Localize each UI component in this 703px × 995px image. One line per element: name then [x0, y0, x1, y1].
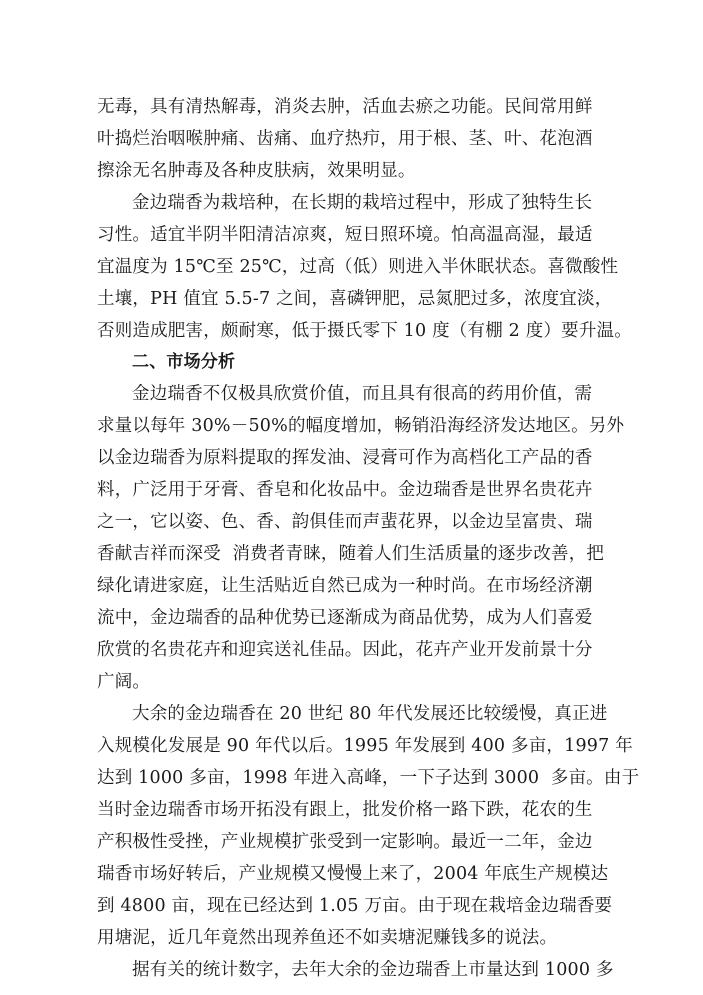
paragraph-2-line-5: 否则造成肥害，颇耐寒，低于摄氏零下 10 度（有棚 2 度）要升温。: [97, 321, 632, 341]
paragraph-4-line-5: 产积极性受挫，产业规模扩张受到一定影响。最近一二年，金边: [97, 832, 593, 852]
paragraph-1-line-3: 擦涂无名肿毒及各种皮肤病，效果明显。: [97, 161, 416, 181]
paragraph-3-line-10: 广阔。: [97, 672, 151, 692]
paragraph-3-line-7: 绿化请进家庭，让生活贴近自然已成为一种时尚。在市场经济潮: [97, 576, 593, 596]
paragraph-4-line-8: 用塘泥，近几年竟然出现养鱼还不如卖塘泥赚钱多的说法。: [97, 928, 558, 948]
paragraph-3-line-6: 香献吉祥而深受 消费者青睐，随着人们生活质量的逐步改善，把: [97, 544, 605, 564]
paragraph-2-line-2: 习性。适宜半阴半阳清洁凉爽，短日照环境。怕高温高湿，最适: [97, 225, 593, 245]
paragraph-3-line-8: 流中，金边瑞香的品种优势已逐渐成为商品优势，成为人们喜爱: [97, 608, 593, 628]
paragraph-4-line-6: 瑞香市场好转后，产业规模又慢慢上来了，2004 年底生产规模达: [97, 864, 609, 884]
paragraph-3-line-5: 之一，它以姿、色、香、韵俱佳而声蜚花界，以金边呈富贵、瑞: [97, 512, 593, 532]
paragraph-2-line-3: 宜温度为 15℃至 25℃，过高（低）则进入半休眠状态。喜微酸性: [97, 257, 619, 277]
paragraph-3-line-1: 金边瑞香不仅极具欣赏价值，而且具有很高的药用价值，需: [132, 384, 593, 404]
paragraph-3-line-3: 以金边瑞香为原料提取的挥发油、浸膏可作为高档化工产品的香: [97, 448, 593, 468]
paragraph-3-line-4: 料，广泛用于牙膏、香皂和化妆品中。金边瑞香是世界名贵花卉: [97, 480, 593, 500]
paragraph-4-line-3: 达到 1000 多亩，1998 年进入高峰，一下子达到 3000 多亩。由于: [97, 768, 640, 788]
paragraph-4-line-7: 到 4800 亩，现在已经达到 1.05 万亩。由于现在栽培金边瑞香要: [97, 896, 613, 916]
paragraph-5-line-1: 据有关的统计数字，去年大余的金边瑞香上市量达到 1000 多: [132, 960, 614, 980]
paragraph-1-line-2: 叶捣烂治咽喉肿痛、齿痛、血疗热疖，用于根、茎、叶、花泡酒: [97, 129, 593, 149]
paragraph-4-line-2: 入规模化发展是 90 年代以后。1995 年发展到 400 多亩，1997 年: [97, 736, 633, 756]
paragraph-4-line-1: 大余的金边瑞香在 20 世纪 80 年代发展还比较缓慢，真正进: [132, 704, 608, 724]
paragraph-2-line-1: 金边瑞香为栽培种，在长期的栽培过程中，形成了独特生长: [132, 193, 593, 213]
paragraph-2-line-4: 土壤，PH 值宜 5.5-7 之间，喜磷钾肥，忌氮肥过多，浓度宜淡，: [97, 289, 613, 309]
paragraph-1-line-1: 无毒，具有清热解毒，消炎去肿，活血去瘀之功能。民间常用鲜: [97, 97, 593, 117]
section-heading: 二、市场分析: [132, 352, 236, 372]
paragraph-3-line-2: 求量以每年 30%－50%的幅度增加，畅销沿海经济发达地区。另外: [97, 416, 625, 436]
paragraph-3-line-9: 欣赏的名贵花卉和迎宾送礼佳品。因此，花卉产业开发前景十分: [97, 640, 593, 660]
paragraph-4-line-4: 当时金边瑞香市场开拓没有跟上，批发价格一路下跌，花农的生: [97, 800, 593, 820]
